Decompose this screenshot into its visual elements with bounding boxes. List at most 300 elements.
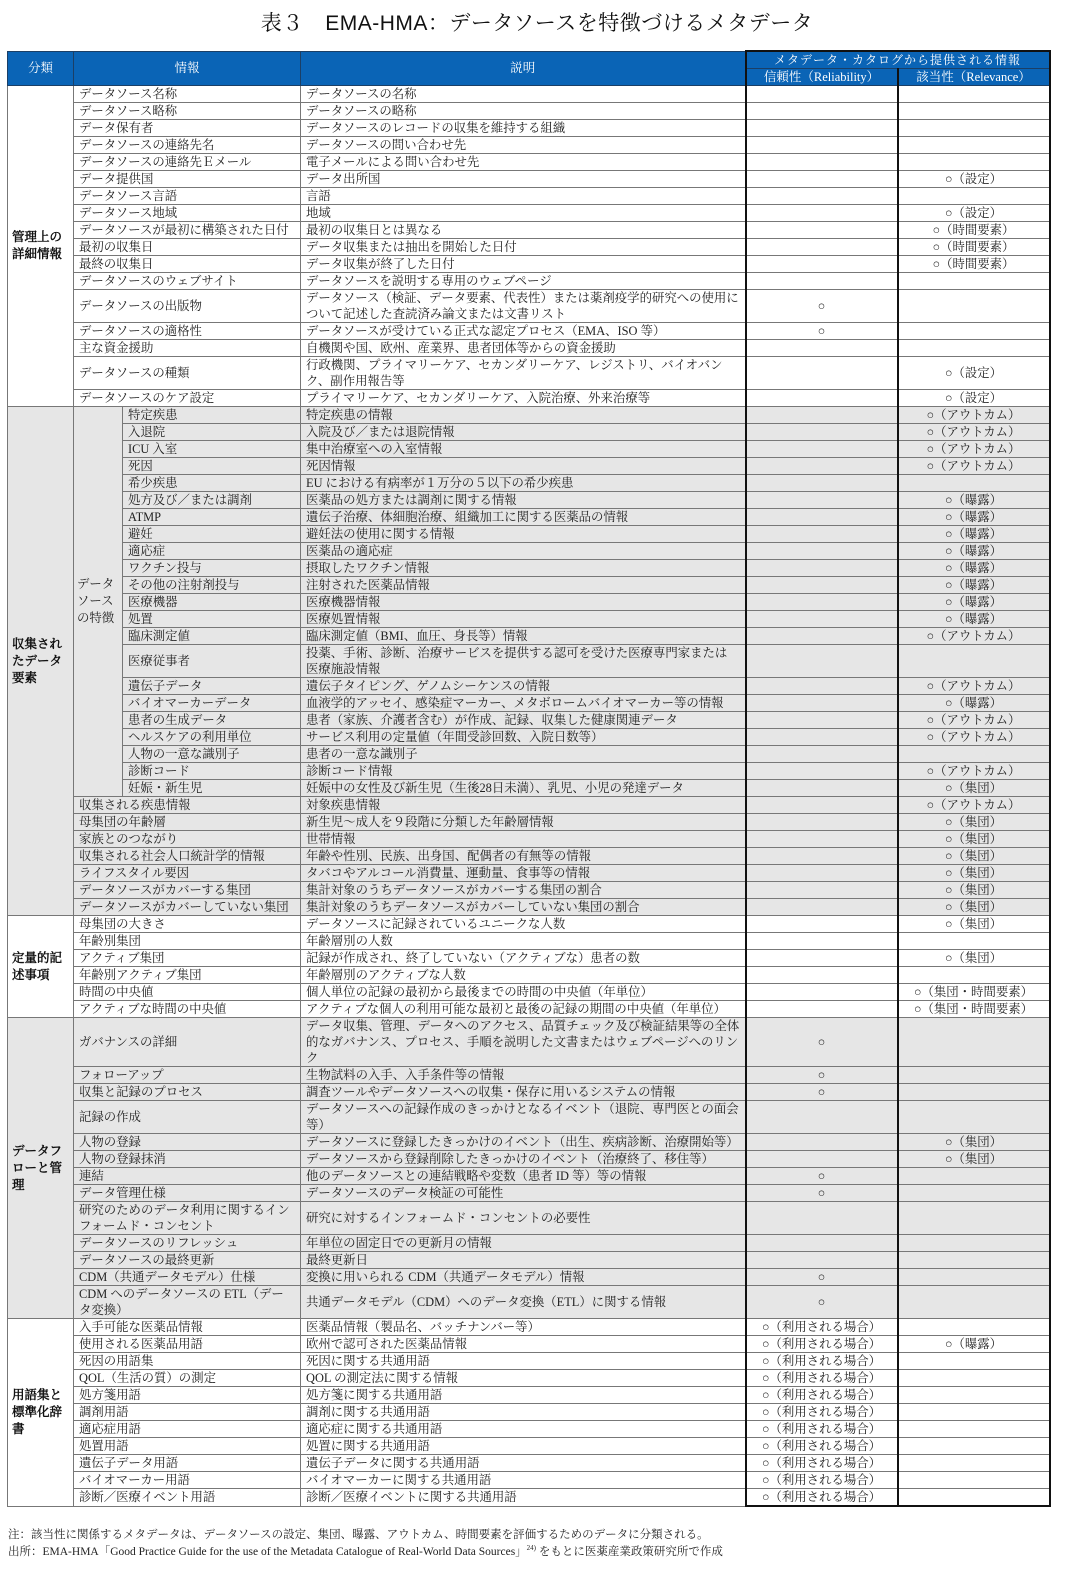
reliability-cell bbox=[746, 763, 898, 780]
relevance-cell bbox=[898, 645, 1050, 678]
table-row bbox=[8, 424, 1050, 441]
info-cell: 適応症 bbox=[123, 543, 301, 560]
description-cell: 適応症に関する共通用語 bbox=[301, 1421, 746, 1438]
relevance-cell: ○（曝露） bbox=[898, 577, 1050, 594]
info-cell: 時間の中央値 bbox=[74, 984, 301, 1001]
reliability-cell bbox=[746, 848, 898, 865]
reliability-cell: ○（利用される場合） bbox=[746, 1387, 898, 1404]
description-cell: データ収集または抽出を開始した日付 bbox=[301, 239, 746, 256]
description-cell: データソースが受けている正式な認定プロセス（EMA、ISO 等） bbox=[301, 323, 746, 340]
reliability-cell bbox=[746, 950, 898, 967]
info-cell: 母集団の大きさ bbox=[74, 916, 301, 933]
reliability-cell bbox=[746, 458, 898, 475]
info-cell: 人物の登録 bbox=[74, 1134, 301, 1151]
description-cell: バイオマーカーに関する共通用語 bbox=[301, 1472, 746, 1489]
info-cell: データソース言語 bbox=[74, 188, 301, 205]
reliability-cell bbox=[746, 188, 898, 205]
reliability-cell bbox=[746, 256, 898, 273]
description-cell: データ出所国 bbox=[301, 171, 746, 188]
table-row bbox=[8, 1286, 1050, 1319]
table-row bbox=[8, 256, 1050, 273]
info-cell: 人物の一意な識別子 bbox=[123, 746, 301, 763]
info-cell: アクティブな時間の中央値 bbox=[74, 1001, 301, 1018]
reliability-cell bbox=[746, 899, 898, 916]
table-row bbox=[8, 1319, 1050, 1336]
table-row bbox=[8, 780, 1050, 797]
relevance-cell bbox=[898, 1286, 1050, 1319]
relevance-cell bbox=[898, 1067, 1050, 1084]
relevance-cell bbox=[898, 1404, 1050, 1421]
reliability-cell bbox=[746, 695, 898, 712]
description-cell: 自機関や国、欧州、産業界、患者団体等からの資金援助 bbox=[301, 340, 746, 357]
reliability-cell: ○（利用される場合） bbox=[746, 1472, 898, 1489]
relevance-cell: ○（集団・時間要素） bbox=[898, 984, 1050, 1001]
reliability-cell bbox=[746, 1252, 898, 1269]
info-cell: データソースの連絡先Ｅメール bbox=[74, 154, 301, 171]
table-row bbox=[8, 695, 1050, 712]
relevance-cell: ○（設定） bbox=[898, 205, 1050, 222]
info-cell: 処置 bbox=[123, 611, 301, 628]
description-cell: 摂取したワクチン情報 bbox=[301, 560, 746, 577]
info-cell: 連結 bbox=[74, 1168, 301, 1185]
relevance-cell bbox=[898, 188, 1050, 205]
relevance-cell: ○（アウトカム） bbox=[898, 729, 1050, 746]
relevance-cell: ○（曝露） bbox=[898, 543, 1050, 560]
reliability-cell bbox=[746, 222, 898, 239]
info-cell: 最初の収集日 bbox=[74, 239, 301, 256]
relevance-cell bbox=[898, 290, 1050, 323]
relevance-cell: ○（アウトカム） bbox=[898, 628, 1050, 645]
relevance-cell bbox=[898, 1185, 1050, 1202]
table-row bbox=[8, 1404, 1050, 1421]
table-row bbox=[8, 1067, 1050, 1084]
reliability-cell bbox=[746, 780, 898, 797]
info-cell: データソースのウェブサイト bbox=[74, 273, 301, 290]
reliability-cell: ○ bbox=[746, 1168, 898, 1185]
relevance-cell bbox=[898, 967, 1050, 984]
description-cell: 臨床測定値（BMI、血圧、身長等）情報 bbox=[301, 628, 746, 645]
description-cell: データソースのレコードの収集を維持する組織 bbox=[301, 120, 746, 137]
relevance-cell bbox=[898, 1421, 1050, 1438]
description-cell: 調査ツールやデータソースへの収集・保存に用いるシステムの情報 bbox=[301, 1084, 746, 1101]
reliability-cell bbox=[746, 1101, 898, 1134]
table-row bbox=[8, 323, 1050, 340]
description-cell: 医療機器情報 bbox=[301, 594, 746, 611]
reliability-cell bbox=[746, 645, 898, 678]
info-cell: 研究のためのデータ利用に関するインフォームド・コンセント bbox=[74, 1202, 301, 1235]
description-cell: 年齢層別の人数 bbox=[301, 933, 746, 950]
info-cell: データ提供国 bbox=[74, 171, 301, 188]
info-cell: 医療従事者 bbox=[123, 645, 301, 678]
info-cell: 年齢別アクティブ集団 bbox=[74, 967, 301, 984]
info-cell: データソースがカバーしていない集団 bbox=[74, 899, 301, 916]
relevance-cell: ○（アウトカム） bbox=[898, 407, 1050, 424]
table-row bbox=[8, 120, 1050, 137]
info-cell: 年齢別集団 bbox=[74, 933, 301, 950]
table-row bbox=[8, 137, 1050, 154]
reliability-cell: ○ bbox=[746, 1084, 898, 1101]
info-cell: 入退院 bbox=[123, 424, 301, 441]
subgroup-cell: データソースの特徴 bbox=[74, 407, 123, 797]
reliability-cell bbox=[746, 560, 898, 577]
table-row bbox=[8, 222, 1050, 239]
table-row bbox=[8, 1018, 1050, 1067]
description-cell: サービス利用の定量値（年間受診回数、入院日数等） bbox=[301, 729, 746, 746]
reliability-cell bbox=[746, 390, 898, 407]
table-row bbox=[8, 1185, 1050, 1202]
table-row bbox=[8, 543, 1050, 560]
description-cell: 新生児～成人を９段階に分類した年齢層情報 bbox=[301, 814, 746, 831]
relevance-cell: ○（集団） bbox=[898, 882, 1050, 899]
reliability-cell: ○（利用される場合） bbox=[746, 1438, 898, 1455]
reliability-cell bbox=[746, 103, 898, 120]
table-row bbox=[8, 188, 1050, 205]
reliability-cell bbox=[746, 120, 898, 137]
description-cell: タバコやアルコール消費量、運動量、食事等の情報 bbox=[301, 865, 746, 882]
description-cell: 変換に用いられる CDM（共通データモデル）情報 bbox=[301, 1269, 746, 1286]
reliability-cell bbox=[746, 1202, 898, 1235]
table-row bbox=[8, 1472, 1050, 1489]
description-cell: 生物試料の入手、入手条件等の情報 bbox=[301, 1067, 746, 1084]
header-reliability: 信頼性（Reliability） bbox=[746, 69, 898, 86]
description-cell: 最初の収集日とは異なる bbox=[301, 222, 746, 239]
reliability-cell: ○ bbox=[746, 1018, 898, 1067]
info-cell: 処置用語 bbox=[74, 1438, 301, 1455]
reliability-cell bbox=[746, 154, 898, 171]
description-cell: 年齢や性別、民族、出身国、配偶者の有無等の情報 bbox=[301, 848, 746, 865]
info-cell: 使用される医薬品用語 bbox=[74, 1336, 301, 1353]
source-suffix: をもとに医薬産業政策研究所で作成 bbox=[536, 1546, 723, 1558]
relevance-cell: ○（アウトカム） bbox=[898, 712, 1050, 729]
reliability-cell: ○ bbox=[746, 1067, 898, 1084]
info-cell: データソースの最終更新 bbox=[74, 1252, 301, 1269]
info-cell: 最終の収集日 bbox=[74, 256, 301, 273]
table-row bbox=[8, 154, 1050, 171]
header-description: 説明 bbox=[301, 51, 746, 86]
reliability-cell: ○（利用される場合） bbox=[746, 1455, 898, 1472]
relevance-cell bbox=[898, 137, 1050, 154]
info-cell: ATMP bbox=[123, 509, 301, 526]
description-cell: プライマリーケア、セカンダリーケア、入院治療、外来治療等 bbox=[301, 390, 746, 407]
relevance-cell bbox=[898, 1202, 1050, 1235]
relevance-cell bbox=[898, 1455, 1050, 1472]
table-row bbox=[8, 1438, 1050, 1455]
description-cell: 妊娠中の女性及び新生児（生後28日未満）、乳児、小児の発達データ bbox=[301, 780, 746, 797]
reliability-cell bbox=[746, 865, 898, 882]
relevance-cell: ○（曝露） bbox=[898, 1336, 1050, 1353]
relevance-cell: ○（アウトカム） bbox=[898, 424, 1050, 441]
table-row bbox=[8, 916, 1050, 933]
description-cell: EU における有病率が１万分の５以下の希少疾患 bbox=[301, 475, 746, 492]
reliability-cell: ○（利用される場合） bbox=[746, 1421, 898, 1438]
relevance-cell bbox=[898, 1472, 1050, 1489]
info-cell: 収集される社会人口統計学的情報 bbox=[74, 848, 301, 865]
description-cell: 集中治療室への入室情報 bbox=[301, 441, 746, 458]
info-cell: データソースが最初に構築された日付 bbox=[74, 222, 301, 239]
info-cell: 処方及び／または調剤 bbox=[123, 492, 301, 509]
description-cell: 個人単位の記録の最初から最後までの時間の中央値（年単位） bbox=[301, 984, 746, 1001]
relevance-cell: ○（曝露） bbox=[898, 611, 1050, 628]
info-cell: 特定疾患 bbox=[123, 407, 301, 424]
category-cell: データフローと管理 bbox=[8, 1018, 74, 1319]
reliability-cell bbox=[746, 984, 898, 1001]
metadata-table bbox=[7, 50, 1051, 1507]
reliability-cell bbox=[746, 746, 898, 763]
table-row bbox=[8, 441, 1050, 458]
description-cell: データソースへの記録作成のきっかけとなるイベント（退院、専門医との面会等） bbox=[301, 1101, 746, 1134]
table-row bbox=[8, 1202, 1050, 1235]
relevance-cell: ○（集団） bbox=[898, 848, 1050, 865]
reliability-cell bbox=[746, 492, 898, 509]
relevance-cell: ○（設定） bbox=[898, 357, 1050, 390]
relevance-cell: ○（集団） bbox=[898, 814, 1050, 831]
info-cell: ワクチン投与 bbox=[123, 560, 301, 577]
relevance-cell bbox=[898, 1101, 1050, 1134]
table-row bbox=[8, 645, 1050, 678]
reliability-cell bbox=[746, 86, 898, 103]
table-row bbox=[8, 1168, 1050, 1185]
table-row bbox=[8, 967, 1050, 984]
description-cell: データソースの名称 bbox=[301, 86, 746, 103]
info-cell: データソース名称 bbox=[74, 86, 301, 103]
table-row bbox=[8, 611, 1050, 628]
info-cell: 収集と記録のプロセス bbox=[74, 1084, 301, 1101]
description-cell: 診断コード情報 bbox=[301, 763, 746, 780]
relevance-cell bbox=[898, 103, 1050, 120]
description-cell: 入院及び／または退院情報 bbox=[301, 424, 746, 441]
relevance-cell bbox=[898, 1353, 1050, 1370]
reliability-cell bbox=[746, 239, 898, 256]
table-row bbox=[8, 390, 1050, 407]
relevance-cell: ○（集団） bbox=[898, 950, 1050, 967]
source-text: 出所：EMA-HMA「Good Practice Guide for the use of the Metadata Catalogue of Real-World Data Sources」 bbox=[8, 1546, 527, 1558]
table-row bbox=[8, 899, 1050, 916]
info-cell: ヘルスケアの利用単位 bbox=[123, 729, 301, 746]
description-cell: データソースに登録したきっかけのイベント（出生、疾病診断、治療開始等） bbox=[301, 1134, 746, 1151]
info-cell: データソースの適格性 bbox=[74, 323, 301, 340]
reliability-cell bbox=[746, 1235, 898, 1252]
relevance-cell: ○（集団） bbox=[898, 1134, 1050, 1151]
table-row bbox=[8, 678, 1050, 695]
relevance-cell: ○（設定） bbox=[898, 390, 1050, 407]
table-row bbox=[8, 831, 1050, 848]
category-cell: 用語集と標準化辞書 bbox=[8, 1319, 74, 1507]
info-cell: データソースの出版物 bbox=[74, 290, 301, 323]
table-row bbox=[8, 950, 1050, 967]
table-row bbox=[8, 1489, 1050, 1507]
description-cell: 医薬品情報（製品名、バッチナンバー等） bbox=[301, 1319, 746, 1336]
description-cell: 共通データモデル（CDM）へのデータ変換（ETL）に関する情報 bbox=[301, 1286, 746, 1319]
header-info: 情報 bbox=[74, 51, 301, 86]
info-cell: 死因 bbox=[123, 458, 301, 475]
info-cell: 診断／医療イベント用語 bbox=[74, 1489, 301, 1507]
info-cell: 人物の登録抹消 bbox=[74, 1151, 301, 1168]
table-row bbox=[8, 407, 1050, 424]
reliability-cell: ○ bbox=[746, 290, 898, 323]
table-row bbox=[8, 1235, 1050, 1252]
info-cell: 記録の作成 bbox=[74, 1101, 301, 1134]
info-cell: 死因の用語集 bbox=[74, 1353, 301, 1370]
reliability-cell: ○ bbox=[746, 1269, 898, 1286]
info-cell: 入手可能な医薬品情報 bbox=[74, 1319, 301, 1336]
reliability-cell bbox=[746, 916, 898, 933]
reliability-cell bbox=[746, 1151, 898, 1168]
info-cell: フォローアップ bbox=[74, 1067, 301, 1084]
info-cell: データ保有者 bbox=[74, 120, 301, 137]
reliability-cell bbox=[746, 933, 898, 950]
reliability-cell bbox=[746, 797, 898, 814]
category-cell: 収集されたデータ要素 bbox=[8, 407, 74, 916]
description-cell: 特定疾患の情報 bbox=[301, 407, 746, 424]
table-row bbox=[8, 340, 1050, 357]
table-row bbox=[8, 814, 1050, 831]
relevance-cell bbox=[898, 1168, 1050, 1185]
info-cell: 臨床測定値 bbox=[123, 628, 301, 645]
table-row bbox=[8, 729, 1050, 746]
description-cell: データソースのデータ検証の可能性 bbox=[301, 1185, 746, 1202]
description-cell: 投薬、手術、診断、治療サービスを提供する認可を受けた医療専門家または医療施設情報 bbox=[301, 645, 746, 678]
table-row bbox=[8, 1252, 1050, 1269]
reliability-cell bbox=[746, 340, 898, 357]
relevance-cell: ○（時間要素） bbox=[898, 256, 1050, 273]
info-cell: 避妊 bbox=[123, 526, 301, 543]
table-row bbox=[8, 594, 1050, 611]
info-cell: データソース地域 bbox=[74, 205, 301, 222]
info-cell: 適応症用語 bbox=[74, 1421, 301, 1438]
reliability-cell bbox=[746, 831, 898, 848]
table-row bbox=[8, 103, 1050, 120]
info-cell: CDM（共通データモデル）仕様 bbox=[74, 1269, 301, 1286]
relevance-cell: ○（アウトカム） bbox=[898, 458, 1050, 475]
info-cell: 遺伝子データ bbox=[123, 678, 301, 695]
table-row bbox=[8, 492, 1050, 509]
relevance-cell: ○（集団） bbox=[898, 899, 1050, 916]
table-row bbox=[8, 1269, 1050, 1286]
header-metadata-catalog: メタデータ・カタログから提供される情報 bbox=[746, 51, 1050, 69]
info-cell: データソースの連絡先名 bbox=[74, 137, 301, 154]
table-row bbox=[8, 526, 1050, 543]
table-row bbox=[8, 239, 1050, 256]
info-cell: ガバナンスの詳細 bbox=[74, 1018, 301, 1067]
table-row bbox=[8, 763, 1050, 780]
table-row bbox=[8, 984, 1050, 1001]
relevance-cell bbox=[898, 86, 1050, 103]
info-cell: 処方箋用語 bbox=[74, 1387, 301, 1404]
relevance-cell: ○（時間要素） bbox=[898, 239, 1050, 256]
relevance-cell: ○（アウトカム） bbox=[898, 441, 1050, 458]
table-row bbox=[8, 1455, 1050, 1472]
table-row bbox=[8, 933, 1050, 950]
reliability-cell: ○（利用される場合） bbox=[746, 1336, 898, 1353]
relevance-cell: ○（集団・時間要素） bbox=[898, 1001, 1050, 1018]
relevance-cell bbox=[898, 1438, 1050, 1455]
table-row bbox=[8, 1370, 1050, 1387]
table-row bbox=[8, 1101, 1050, 1134]
description-cell: 他のデータソースとの連結戦略や変数（患者 ID 等）等の情報 bbox=[301, 1168, 746, 1185]
description-cell: 遺伝子データに関する共通用語 bbox=[301, 1455, 746, 1472]
info-cell: 母集団の年齢層 bbox=[74, 814, 301, 831]
relevance-cell: ○（設定） bbox=[898, 171, 1050, 188]
reliability-cell bbox=[746, 357, 898, 390]
reliability-cell: ○（利用される場合） bbox=[746, 1370, 898, 1387]
description-cell: データソース（検証、データ要素、代表性）または薬剤疫学的研究への使用について記述した査読済み論文または文書リスト bbox=[301, 290, 746, 323]
relevance-cell: ○（集団） bbox=[898, 831, 1050, 848]
info-cell: 妊娠・新生児 bbox=[123, 780, 301, 797]
description-cell: 年齢層別のアクティブな人数 bbox=[301, 967, 746, 984]
relevance-cell: ○（アウトカム） bbox=[898, 797, 1050, 814]
info-cell: データソース略称 bbox=[74, 103, 301, 120]
relevance-cell bbox=[898, 1084, 1050, 1101]
info-cell: バイオマーカー用語 bbox=[74, 1472, 301, 1489]
reliability-cell bbox=[746, 526, 898, 543]
description-cell: 集計対象のうちデータソースがカバーする集団の割合 bbox=[301, 882, 746, 899]
relevance-cell bbox=[898, 154, 1050, 171]
description-cell: 診断／医療イベントに関する共通用語 bbox=[301, 1489, 746, 1507]
reliability-cell bbox=[746, 628, 898, 645]
description-cell: 医療処置情報 bbox=[301, 611, 746, 628]
relevance-cell: ○（曝露） bbox=[898, 509, 1050, 526]
relevance-cell bbox=[898, 1370, 1050, 1387]
info-cell: データソースがカバーする集団 bbox=[74, 882, 301, 899]
table-row bbox=[8, 1353, 1050, 1370]
description-cell: 年単位の固定日での更新月の情報 bbox=[301, 1235, 746, 1252]
relevance-cell: ○（アウトカム） bbox=[898, 763, 1050, 780]
description-cell: 処方箋に関する共通用語 bbox=[301, 1387, 746, 1404]
reliability-cell bbox=[746, 509, 898, 526]
relevance-cell bbox=[898, 475, 1050, 492]
header-category: 分類 bbox=[8, 51, 74, 86]
reliability-cell bbox=[746, 712, 898, 729]
description-cell: 避妊法の使用に関する情報 bbox=[301, 526, 746, 543]
info-cell: データソースのケア設定 bbox=[74, 390, 301, 407]
description-cell: 死因情報 bbox=[301, 458, 746, 475]
table-row bbox=[8, 1151, 1050, 1168]
table-row bbox=[8, 475, 1050, 492]
info-cell: 医療機器 bbox=[123, 594, 301, 611]
reliability-cell: ○（利用される場合） bbox=[746, 1353, 898, 1370]
table-row bbox=[8, 1134, 1050, 1151]
table-row bbox=[8, 1387, 1050, 1404]
table-row bbox=[8, 865, 1050, 882]
reliability-cell bbox=[746, 475, 898, 492]
table-row bbox=[8, 1001, 1050, 1018]
description-cell: 言語 bbox=[301, 188, 746, 205]
description-cell: 医薬品の処方または調剤に関する情報 bbox=[301, 492, 746, 509]
table-row bbox=[8, 1421, 1050, 1438]
info-cell: 遺伝子データ用語 bbox=[74, 1455, 301, 1472]
description-cell: 記録が作成され、終了していない（アクティブな）患者の数 bbox=[301, 950, 746, 967]
table-row bbox=[8, 560, 1050, 577]
description-cell: データ収集が終了した日付 bbox=[301, 256, 746, 273]
relevance-cell bbox=[898, 340, 1050, 357]
source-note bbox=[8, 1543, 723, 1559]
reliability-cell bbox=[746, 171, 898, 188]
reliability-cell bbox=[746, 814, 898, 831]
description-cell: 欧州で認可された医薬品情報 bbox=[301, 1336, 746, 1353]
info-cell: 家族とのつながり bbox=[74, 831, 301, 848]
relevance-cell bbox=[898, 1489, 1050, 1507]
description-cell: データソースの問い合わせ先 bbox=[301, 137, 746, 154]
relevance-cell bbox=[898, 933, 1050, 950]
info-cell: バイオマーカーデータ bbox=[123, 695, 301, 712]
reliability-cell bbox=[746, 678, 898, 695]
relevance-cell bbox=[898, 746, 1050, 763]
table-row bbox=[8, 746, 1050, 763]
table-row bbox=[8, 712, 1050, 729]
relevance-cell bbox=[898, 273, 1050, 290]
relevance-cell: ○（アウトカム） bbox=[898, 678, 1050, 695]
table-row bbox=[8, 1336, 1050, 1353]
